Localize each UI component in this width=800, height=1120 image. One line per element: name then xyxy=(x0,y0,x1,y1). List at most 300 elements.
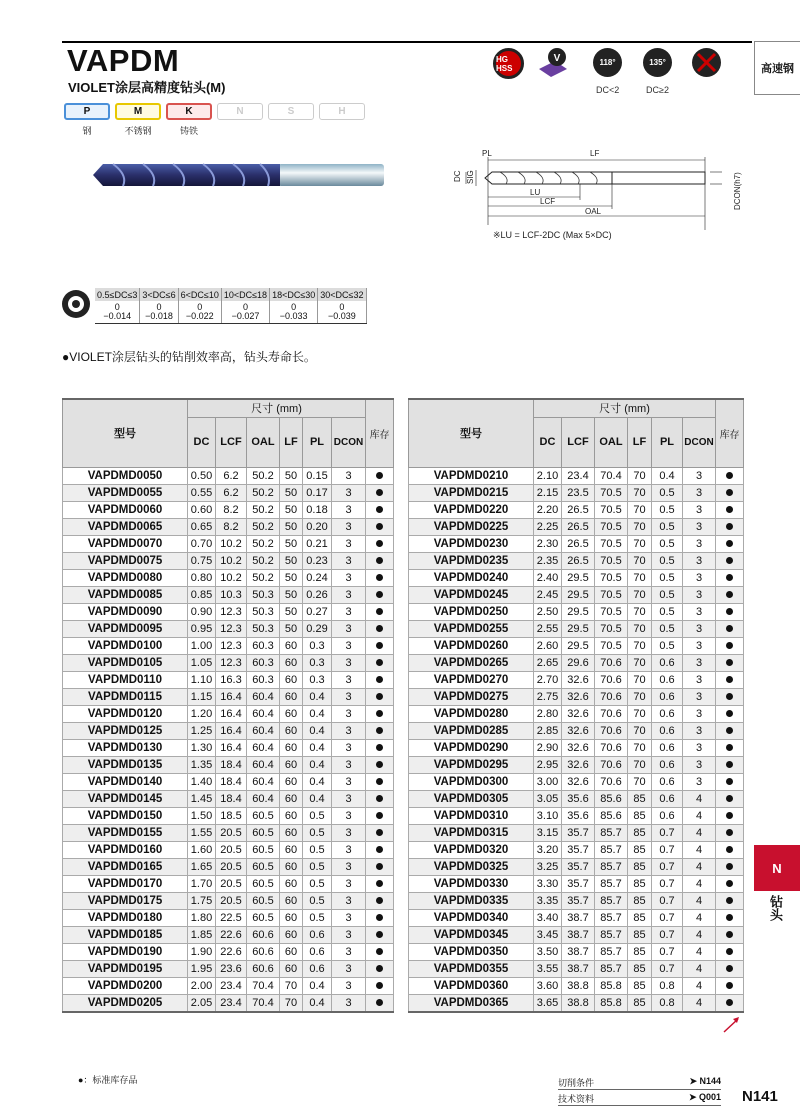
value-cell: 0.80 xyxy=(188,569,216,586)
value-cell: 60.5 xyxy=(247,875,280,892)
tol-value: 0 −0.027 xyxy=(221,301,269,324)
in-stock-icon xyxy=(726,778,733,785)
feature-text: ●VIOLET涂层钻头的钻削效率高，钻头寿命长。 xyxy=(62,350,316,364)
value-cell: 3.25 xyxy=(534,858,562,875)
value-cell: 2.30 xyxy=(534,535,562,552)
value-cell: 3 xyxy=(683,654,716,671)
table-row xyxy=(409,518,744,535)
stock-cell xyxy=(366,824,394,841)
value-cell: 0.7 xyxy=(652,858,683,875)
table-row xyxy=(63,926,394,943)
value-cell: 70 xyxy=(280,994,303,1012)
model-cell: VAPDMD0340 xyxy=(409,909,534,926)
diagram-note: ※LU = LCF-2DC (Max 5×DC) xyxy=(493,230,612,240)
value-cell: 3 xyxy=(332,790,366,807)
value-cell: 70.6 xyxy=(595,773,628,790)
tol-range: 0.5≤DC≤3 xyxy=(95,288,140,301)
value-cell: 0.6 xyxy=(652,807,683,824)
table-row xyxy=(409,620,744,637)
model-cell: VAPDMD0230 xyxy=(409,535,534,552)
model-cell: VAPDMD0075 xyxy=(63,552,188,569)
col-oal: OAL xyxy=(595,417,628,467)
table-row xyxy=(63,739,394,756)
value-cell: 60.5 xyxy=(247,841,280,858)
stock-cell xyxy=(716,858,744,875)
value-cell: 3 xyxy=(332,467,366,484)
value-cell: 0.7 xyxy=(652,875,683,892)
in-stock-icon xyxy=(726,812,733,819)
table-row xyxy=(409,858,744,875)
stock-cell xyxy=(716,977,744,994)
value-cell: 3 xyxy=(683,620,716,637)
value-cell: 12.3 xyxy=(216,654,247,671)
in-stock-icon xyxy=(726,676,733,683)
model-cell: VAPDMD0135 xyxy=(63,756,188,773)
table-row xyxy=(63,569,394,586)
model-cell: VAPDMD0315 xyxy=(409,824,534,841)
in-stock-icon xyxy=(376,642,383,649)
table-row xyxy=(63,620,394,637)
value-cell: 16.4 xyxy=(216,722,247,739)
table-row xyxy=(63,960,394,977)
page-number: N141 xyxy=(742,1088,778,1105)
in-stock-icon xyxy=(726,931,733,938)
value-cell: 3 xyxy=(683,688,716,705)
col-dims-header: 尺寸 (mm) xyxy=(534,399,716,417)
table-row xyxy=(409,671,744,688)
stock-cell xyxy=(366,909,394,926)
col-oal: OAL xyxy=(247,417,280,467)
value-cell: 3 xyxy=(683,484,716,501)
table-row xyxy=(409,739,744,756)
value-cell: 0.6 xyxy=(652,654,683,671)
material-label-k: 铸铁 xyxy=(179,126,198,136)
value-cell: 70.6 xyxy=(595,722,628,739)
in-stock-icon xyxy=(726,795,733,802)
table-row xyxy=(63,841,394,858)
drill-photo xyxy=(88,150,388,200)
table-row xyxy=(409,875,744,892)
in-stock-icon xyxy=(726,523,733,530)
table-row xyxy=(63,552,394,569)
value-cell: 32.6 xyxy=(562,756,595,773)
badge-caption-dc-lt2: DC<2 xyxy=(596,85,620,95)
col-pl: PL xyxy=(303,417,332,467)
in-stock-icon xyxy=(726,693,733,700)
value-cell: 1.35 xyxy=(188,756,216,773)
value-cell: 70 xyxy=(628,739,652,756)
value-cell: 50 xyxy=(280,586,303,603)
table-row xyxy=(409,637,744,654)
value-cell: 70 xyxy=(628,569,652,586)
value-cell: 60.4 xyxy=(247,688,280,705)
col-stock-header: 库存 xyxy=(366,399,394,467)
in-stock-icon xyxy=(726,472,733,479)
value-cell: 2.15 xyxy=(534,484,562,501)
stock-cell xyxy=(716,671,744,688)
value-cell: 12.3 xyxy=(216,620,247,637)
table-row xyxy=(63,909,394,926)
in-stock-icon xyxy=(726,727,733,734)
value-cell: 3 xyxy=(332,603,366,620)
in-stock-icon xyxy=(376,846,383,853)
table-row xyxy=(63,484,394,501)
value-cell: 70.5 xyxy=(595,501,628,518)
value-cell: 3 xyxy=(683,518,716,535)
model-cell: VAPDMD0300 xyxy=(409,773,534,790)
in-stock-icon xyxy=(726,965,733,972)
material-label-m: 不锈钢 xyxy=(124,126,152,136)
stock-cell xyxy=(716,790,744,807)
value-cell: 3 xyxy=(332,926,366,943)
ref-technical-data[interactable] xyxy=(558,1092,721,1106)
model-cell: VAPDMD0240 xyxy=(409,569,534,586)
value-cell: 50.2 xyxy=(247,569,280,586)
value-cell: 70.6 xyxy=(595,688,628,705)
table-row xyxy=(409,909,744,926)
value-cell: 18.4 xyxy=(216,773,247,790)
value-cell: 0.3 xyxy=(303,637,332,654)
value-cell: 3 xyxy=(332,994,366,1012)
value-cell: 3 xyxy=(332,943,366,960)
value-cell: 35.7 xyxy=(562,824,595,841)
in-stock-icon xyxy=(376,880,383,887)
stock-cell xyxy=(366,807,394,824)
section-tab-n[interactable]: N xyxy=(754,845,800,891)
model-cell: VAPDMD0305 xyxy=(409,790,534,807)
badge-caption-dc-ge2: DC≥2 xyxy=(646,85,669,95)
in-stock-icon xyxy=(376,523,383,530)
value-cell: 85 xyxy=(628,892,652,909)
tol-value: 0 −0.039 xyxy=(318,301,366,324)
value-cell: 0.6 xyxy=(652,773,683,790)
value-cell: 70.5 xyxy=(595,637,628,654)
value-cell: 3 xyxy=(332,739,366,756)
value-cell: 60.4 xyxy=(247,739,280,756)
value-cell: 4 xyxy=(683,807,716,824)
model-cell: VAPDMD0245 xyxy=(409,586,534,603)
value-cell: 85.7 xyxy=(595,960,628,977)
model-cell: VAPDMD0215 xyxy=(409,484,534,501)
stock-cell xyxy=(366,688,394,705)
value-cell: 60.3 xyxy=(247,654,280,671)
material-chip-m[interactable]: M xyxy=(115,103,161,120)
value-cell: 70 xyxy=(628,654,652,671)
value-cell: 32.6 xyxy=(562,671,595,688)
model-cell: VAPDMD0095 xyxy=(63,620,188,637)
tol-value: 0 −0.022 xyxy=(178,301,221,324)
value-cell: 8.2 xyxy=(216,501,247,518)
value-cell: 38.7 xyxy=(562,943,595,960)
model-cell: VAPDMD0335 xyxy=(409,892,534,909)
value-cell: 60 xyxy=(280,654,303,671)
value-cell: 0.5 xyxy=(652,620,683,637)
stock-cell xyxy=(716,960,744,977)
no-coolant-icon xyxy=(692,48,721,77)
value-cell: 1.25 xyxy=(188,722,216,739)
value-cell: 60 xyxy=(280,688,303,705)
diagram-label-lcf: LCF xyxy=(540,197,556,206)
category-tab-hss[interactable]: 高速钢 xyxy=(754,41,800,95)
value-cell: 0.4 xyxy=(303,739,332,756)
stock-cell xyxy=(366,620,394,637)
value-cell: 3 xyxy=(683,739,716,756)
value-cell: 2.70 xyxy=(534,671,562,688)
value-cell: 38.7 xyxy=(562,909,595,926)
table-row xyxy=(63,994,394,1012)
in-stock-icon xyxy=(726,710,733,717)
value-cell: 2.10 xyxy=(534,467,562,484)
value-cell: 3.45 xyxy=(534,926,562,943)
col-dcon: DCON xyxy=(683,417,716,467)
value-cell: 85 xyxy=(628,790,652,807)
value-cell: 60 xyxy=(280,960,303,977)
table-row xyxy=(409,994,744,1012)
stock-cell xyxy=(366,484,394,501)
value-cell: 0.4 xyxy=(303,994,332,1012)
value-cell: 3.20 xyxy=(534,841,562,858)
value-cell: 3 xyxy=(683,671,716,688)
value-cell: 2.95 xyxy=(534,756,562,773)
in-stock-icon xyxy=(376,608,383,615)
value-cell: 50 xyxy=(280,603,303,620)
value-cell: 70.5 xyxy=(595,535,628,552)
value-cell: 50.2 xyxy=(247,535,280,552)
table-row xyxy=(63,790,394,807)
svg-text:V: V xyxy=(553,52,560,64)
diagram-label-dcon: DCON(h7) xyxy=(733,172,742,210)
material-chip-k[interactable]: K xyxy=(166,103,212,120)
stock-cell xyxy=(366,892,394,909)
value-cell: 3 xyxy=(683,722,716,739)
in-stock-icon xyxy=(726,761,733,768)
value-cell: 0.5 xyxy=(652,637,683,654)
diagram-label-lf: LF xyxy=(590,149,600,158)
value-cell: 3 xyxy=(332,824,366,841)
value-cell: 3 xyxy=(683,637,716,654)
table-row xyxy=(409,552,744,569)
value-cell: 85.6 xyxy=(595,790,628,807)
stock-cell xyxy=(716,943,744,960)
value-cell: 4 xyxy=(683,841,716,858)
model-cell: VAPDMD0070 xyxy=(63,535,188,552)
value-cell: 70 xyxy=(628,518,652,535)
value-cell: 60 xyxy=(280,705,303,722)
value-cell: 0.70 xyxy=(188,535,216,552)
value-cell: 60 xyxy=(280,773,303,790)
value-cell: 85 xyxy=(628,926,652,943)
value-cell: 3 xyxy=(332,722,366,739)
value-cell: 70 xyxy=(628,705,652,722)
ref-cutting-conditions[interactable] xyxy=(558,1076,721,1090)
value-cell: 1.50 xyxy=(188,807,216,824)
model-cell: VAPDMD0140 xyxy=(63,773,188,790)
value-cell: 26.5 xyxy=(562,552,595,569)
model-cell: VAPDMD0065 xyxy=(63,518,188,535)
value-cell: 70 xyxy=(628,467,652,484)
value-cell: 0.7 xyxy=(652,909,683,926)
value-cell: 70 xyxy=(628,484,652,501)
model-cell: VAPDMD0250 xyxy=(409,603,534,620)
value-cell: 0.8 xyxy=(652,994,683,1012)
value-cell: 1.10 xyxy=(188,671,216,688)
model-cell: VAPDMD0325 xyxy=(409,858,534,875)
value-cell: 26.5 xyxy=(562,501,595,518)
value-cell: 60 xyxy=(280,637,303,654)
value-cell: 16.4 xyxy=(216,688,247,705)
value-cell: 26.5 xyxy=(562,535,595,552)
material-chip-p[interactable]: P xyxy=(64,103,110,120)
value-cell: 1.65 xyxy=(188,858,216,875)
stock-cell xyxy=(716,909,744,926)
value-cell: 70.4 xyxy=(247,994,280,1012)
value-cell: 3 xyxy=(332,688,366,705)
value-cell: 0.60 xyxy=(188,501,216,518)
table-row xyxy=(409,773,744,790)
in-stock-icon xyxy=(726,591,733,598)
value-cell: 85 xyxy=(628,807,652,824)
stock-cell xyxy=(716,467,744,484)
value-cell: 23.4 xyxy=(216,977,247,994)
value-cell: 29.6 xyxy=(562,654,595,671)
in-stock-icon xyxy=(376,863,383,870)
model-cell: VAPDMD0120 xyxy=(63,705,188,722)
page-subtitle: VIOLET涂层高精度钻头(M) xyxy=(68,80,226,95)
model-cell: VAPDMD0320 xyxy=(409,841,534,858)
value-cell: 4 xyxy=(683,977,716,994)
value-cell: 85 xyxy=(628,994,652,1012)
value-cell: 0.24 xyxy=(303,569,332,586)
value-cell: 2.80 xyxy=(534,705,562,722)
value-cell: 2.65 xyxy=(534,654,562,671)
value-cell: 4 xyxy=(683,858,716,875)
value-cell: 0.7 xyxy=(652,943,683,960)
value-cell: 70.6 xyxy=(595,756,628,773)
table-row xyxy=(409,926,744,943)
model-cell: VAPDMD0225 xyxy=(409,518,534,535)
value-cell: 35.6 xyxy=(562,790,595,807)
value-cell: 0.5 xyxy=(652,552,683,569)
diagram-label-oal: OAL xyxy=(585,207,602,216)
value-cell: 16.4 xyxy=(216,705,247,722)
value-cell: 50.2 xyxy=(247,552,280,569)
model-cell: VAPDMD0180 xyxy=(63,909,188,926)
stock-cell xyxy=(716,773,744,790)
value-cell: 60.6 xyxy=(247,926,280,943)
value-cell: 3.40 xyxy=(534,909,562,926)
in-stock-icon xyxy=(376,965,383,972)
table-row xyxy=(63,535,394,552)
value-cell: 85.7 xyxy=(595,926,628,943)
value-cell: 2.60 xyxy=(534,637,562,654)
value-cell: 0.3 xyxy=(303,654,332,671)
value-cell: 60.4 xyxy=(247,790,280,807)
value-cell: 3.30 xyxy=(534,875,562,892)
value-cell: 4 xyxy=(683,875,716,892)
stock-cell xyxy=(366,841,394,858)
value-cell: 3.05 xyxy=(534,790,562,807)
material-chip-s: S xyxy=(268,103,314,120)
table-row xyxy=(63,654,394,671)
model-cell: VAPDMD0155 xyxy=(63,824,188,841)
stock-cell xyxy=(366,756,394,773)
value-cell: 70.5 xyxy=(595,603,628,620)
model-cell: VAPDMD0175 xyxy=(63,892,188,909)
value-cell: 70 xyxy=(628,637,652,654)
value-cell: 1.45 xyxy=(188,790,216,807)
value-cell: 0.5 xyxy=(652,603,683,620)
value-cell: 85 xyxy=(628,909,652,926)
value-cell: 70 xyxy=(628,688,652,705)
value-cell: 3 xyxy=(683,705,716,722)
model-cell: VAPDMD0195 xyxy=(63,960,188,977)
value-cell: 0.7 xyxy=(652,841,683,858)
model-cell: VAPDMD0050 xyxy=(63,467,188,484)
value-cell: 10.2 xyxy=(216,569,247,586)
value-cell: 2.40 xyxy=(534,569,562,586)
value-cell: 2.75 xyxy=(534,688,562,705)
value-cell: 0.5 xyxy=(303,807,332,824)
value-cell: 70 xyxy=(628,535,652,552)
value-cell: 0.5 xyxy=(303,875,332,892)
table-row xyxy=(409,807,744,824)
model-cell: VAPDMD0220 xyxy=(409,501,534,518)
table-row xyxy=(63,705,394,722)
table-row xyxy=(63,637,394,654)
in-stock-icon xyxy=(376,761,383,768)
tol-range: 3<DC≤6 xyxy=(140,288,178,301)
in-stock-icon xyxy=(376,727,383,734)
stock-cell xyxy=(716,705,744,722)
value-cell: 0.95 xyxy=(188,620,216,637)
value-cell: 70 xyxy=(628,586,652,603)
value-cell: 50 xyxy=(280,484,303,501)
value-cell: 1.00 xyxy=(188,637,216,654)
in-stock-icon xyxy=(726,506,733,513)
value-cell: 0.5 xyxy=(652,484,683,501)
model-cell: VAPDMD0350 xyxy=(409,943,534,960)
in-stock-icon xyxy=(726,642,733,649)
value-cell: 0.4 xyxy=(303,705,332,722)
value-cell: 32.6 xyxy=(562,739,595,756)
value-cell: 23.4 xyxy=(562,467,595,484)
value-cell: 3 xyxy=(332,654,366,671)
value-cell: 1.20 xyxy=(188,705,216,722)
col-lf: LF xyxy=(280,417,303,467)
value-cell: 1.80 xyxy=(188,909,216,926)
value-cell: 0.5 xyxy=(652,569,683,586)
value-cell: 0.6 xyxy=(652,739,683,756)
value-cell: 60.3 xyxy=(247,637,280,654)
value-cell: 60.4 xyxy=(247,756,280,773)
point-118-icon: 118° xyxy=(593,48,622,77)
col-lcf: LCF xyxy=(562,417,595,467)
value-cell: 0.4 xyxy=(303,756,332,773)
value-cell: 18.4 xyxy=(216,790,247,807)
value-cell: 85.7 xyxy=(595,858,628,875)
value-cell: 20.5 xyxy=(216,875,247,892)
value-cell: 29.5 xyxy=(562,569,595,586)
value-cell: 29.5 xyxy=(562,586,595,603)
in-stock-icon xyxy=(726,659,733,666)
stock-cell xyxy=(366,501,394,518)
in-stock-icon xyxy=(726,982,733,989)
value-cell: 26.5 xyxy=(562,518,595,535)
table-row xyxy=(63,756,394,773)
model-cell: VAPDMD0110 xyxy=(63,671,188,688)
value-cell: 0.27 xyxy=(303,603,332,620)
value-cell: 35.7 xyxy=(562,892,595,909)
